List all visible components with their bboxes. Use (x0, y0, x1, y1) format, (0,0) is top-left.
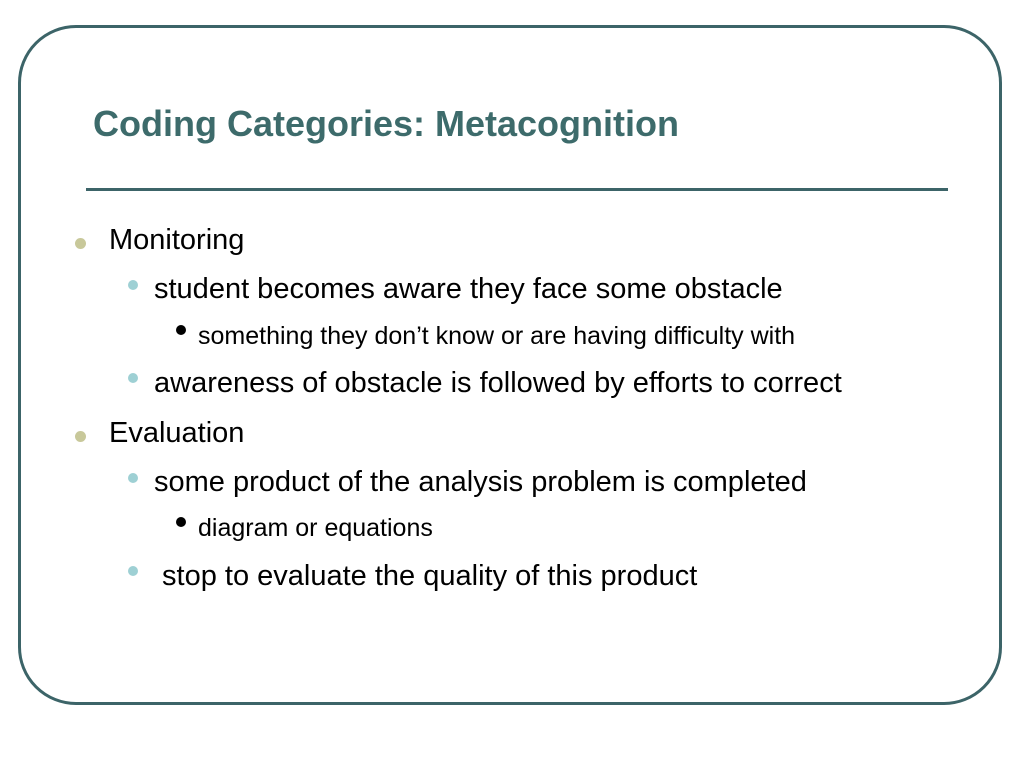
bullet-level2-icon (128, 566, 138, 576)
bullet-something-dont-know: something they don’t know or are having difficulty with (198, 322, 796, 350)
bullet-level3-icon (176, 517, 186, 527)
bullet-level1-icon (75, 238, 86, 249)
bullet-level3-icon (176, 325, 186, 335)
slide-title: Coding Categories: Metacognition (93, 103, 680, 144)
bullet-level2-icon (128, 473, 138, 483)
bullet-some-product: some product of the analysis problem is completed (154, 466, 807, 498)
bullet-level1-icon (75, 431, 86, 442)
title-underline (86, 188, 948, 191)
bullet-student-aware: student becomes aware they face some obstacle (154, 273, 783, 305)
bullet-awareness-followed: awareness of obstacle is followed by efforts to correct (154, 367, 842, 399)
bullet-level2-icon (128, 280, 138, 290)
bullet-monitoring: Monitoring (109, 224, 245, 256)
bullet-diagram-equations: diagram or equations (198, 514, 433, 542)
bullet-stop-to-evaluate: stop to evaluate the quality of this product (154, 560, 698, 592)
bullet-evaluation: Evaluation (109, 417, 245, 449)
bullet-level2-icon (128, 373, 138, 383)
